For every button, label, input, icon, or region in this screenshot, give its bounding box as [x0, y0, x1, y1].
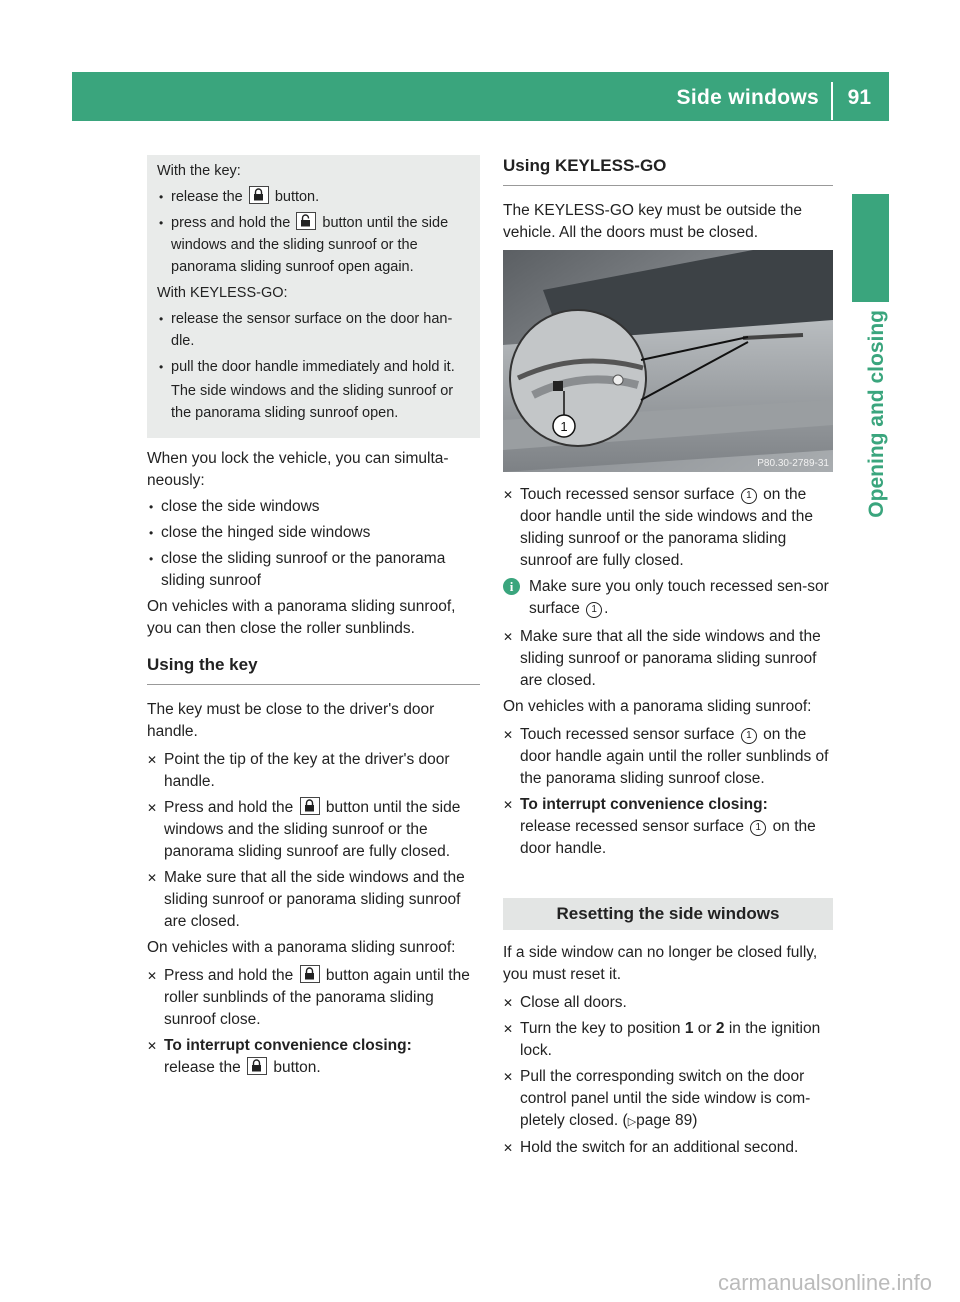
step: ✕ Turn the key to position 1 or 2 in the ignition lock. [503, 1018, 833, 1062]
info-note: i Make sure you only touch recessed sen-sor surface 1 . [503, 576, 833, 620]
with-key-label: With the key: [157, 163, 241, 179]
unlock-icon [296, 212, 316, 230]
step: ✕ To interrupt convenience closing: release the button. [147, 1035, 480, 1079]
right-column [503, 155, 833, 1163]
callout-1: 1 [586, 602, 602, 618]
step: ✕ Press and hold the button until the side windows and the sliding sunroof or the panorama sliding sunroof are fully closed. [147, 797, 480, 863]
list-item: • release the sensor surface on the door han-dle. [157, 308, 474, 352]
photo-callout: 1 [560, 419, 568, 434]
pano-intro: On vehicles with a panorama sliding sunroof: [147, 939, 456, 956]
step: ✕ Touch recessed sensor surface 1 on the door handle again until the roller sunblinds of the panorama sliding sunroof close. [503, 724, 833, 790]
watermark: carmanualsonline.info [717, 1270, 932, 1295]
lock-icon [247, 1057, 267, 1075]
photo-code: P80.30-2789-31 [757, 458, 829, 469]
result-note: The side windows and the sliding sunroof or the panorama sliding sunroof open. [171, 383, 454, 421]
list-item: • release the button. [157, 186, 474, 208]
keyless-go-heading: Using KEYLESS-GO [503, 155, 833, 186]
page-number: 91 [847, 86, 871, 109]
step: ✕ Hold the switch for an additional second. [503, 1137, 833, 1159]
keyless-go-intro: The KEYLESS-GO key must be outside the vehicle. All the doors must be closed. [503, 202, 802, 241]
step: ✕ Make sure that all the side windows and the sliding sunroof or panorama sliding sunroof are closed. [147, 867, 480, 933]
with-keyless-label: With KEYLESS-GO: [157, 285, 288, 301]
info-icon: i [503, 578, 520, 595]
step: ✕ Point the tip of the key at the driver's door handle. [147, 749, 480, 793]
step: ✕ Press and hold the button again until the roller sunblinds of the panorama sliding sunroof close. [147, 965, 480, 1031]
key-intro: The key must be close to the driver's door handle. [147, 701, 435, 740]
lock-icon [300, 965, 320, 983]
header-bar [72, 72, 889, 121]
step: ✕ Touch recessed sensor surface 1 on the door handle until the side windows and the sliding sunroof or the panorama sliding sunroof are fully closed. [503, 484, 833, 572]
chapter-label-text: Opening and closing [865, 310, 888, 518]
list-item: • press and hold the button until the side windows and the sliding sunroof or the panorama sliding sunroof open again. [157, 212, 474, 278]
list-item: • close the hinged side windows [147, 522, 480, 544]
roller-note: On vehicles with a panorama sliding sunroof, you can then close the roller sunblinds. [147, 598, 456, 637]
step: ✕ Pull the corresponding switch on the door control panel until the side window is com-pletely closed. (▷page 89) [503, 1066, 833, 1133]
page-title: Side windows [676, 86, 819, 109]
note-box [147, 155, 480, 438]
list-item: • close the side windows [147, 496, 480, 518]
chapter-tab [852, 194, 889, 302]
step: ✕ Make sure that all the side windows and the sliding sunroof or panorama sliding sunroof are closed. [503, 626, 833, 692]
page-ref-arrow: ▷ [627, 1116, 637, 1128]
page-reference-link[interactable]: page 89) [636, 1112, 698, 1129]
lock-icon [249, 186, 269, 204]
step: ✕ Close all doors. [503, 992, 833, 1014]
list-item: • pull the door handle immediately and hold it. The side windows and the sliding sunroof or the panorama sliding sunroof open. [157, 356, 474, 424]
reset-heading: Resetting the side windows [503, 898, 833, 930]
reset-intro: If a side window can no longer be closed fully, you must reset it. [503, 944, 818, 983]
header-divider [831, 82, 833, 120]
pano-intro: On vehicles with a panorama sliding sunroof: [503, 698, 812, 715]
left-column [147, 155, 480, 1083]
lock-intro: When you lock the vehicle, you can simulta-neously: [147, 450, 449, 489]
callout-1: 1 [741, 728, 757, 744]
door-handle-photo [503, 250, 833, 472]
chapter-label [843, 310, 888, 518]
callout-1: 1 [750, 820, 766, 836]
step: ✕ To interrupt convenience closing: release recessed sensor surface 1 on the door handle. [503, 794, 833, 860]
list-item: • close the sliding sunroof or the panorama sliding sunroof [147, 548, 480, 592]
lock-icon [300, 797, 320, 815]
callout-1: 1 [741, 488, 757, 504]
using-key-heading: Using the key [147, 654, 480, 685]
